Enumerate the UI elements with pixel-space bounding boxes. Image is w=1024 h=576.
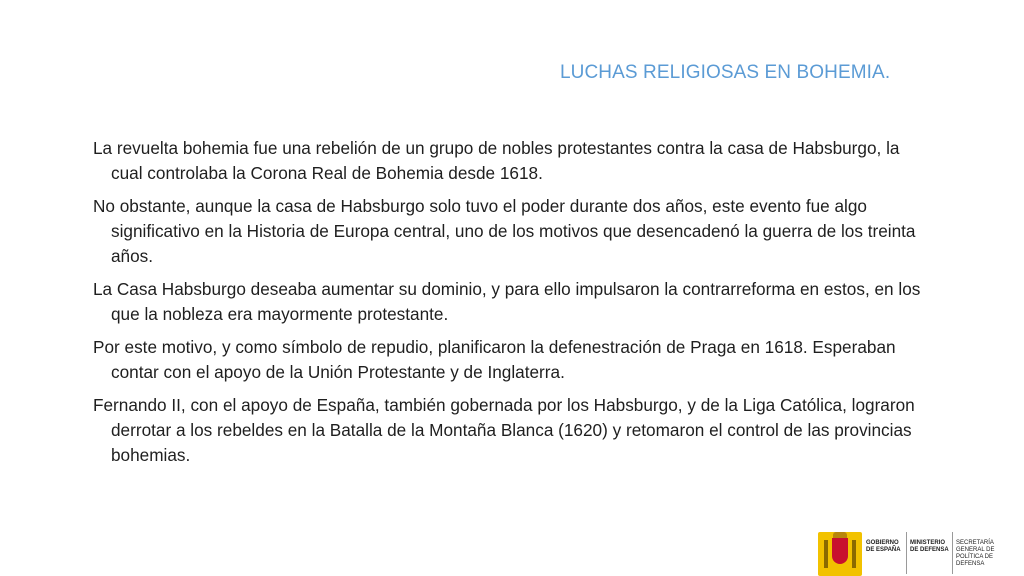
government-logo (818, 530, 1024, 576)
paragraph-3: La Casa Habsburgo deseaba aumentar su dominio, y para ello impulsaron la contrarreforma en estos, en los que la nobleza era mayormente protestante. (93, 279, 921, 324)
slide-body (93, 136, 933, 476)
slide-title: LUCHAS RELIGIOSAS EN BOHEMIA. (560, 62, 891, 83)
coat-of-arms-icon (818, 532, 862, 576)
logo-divider (952, 532, 953, 574)
ministerio-label: MINISTERIO DE DEFENSA (910, 540, 949, 553)
paragraph-1: La revuelta bohemia fue una rebelión de un grupo de nobles protestantes contra la casa de Habsburgo, la cual controlaba la Corona Real de Bohemia desde 1618. (93, 138, 900, 183)
secretaria-label: SECRETARÍA GENERAL DE POLÍTICA DE DEFENSA (956, 540, 995, 567)
paragraph-4: Por este motivo, y como símbolo de repudio, planificaron la defenestración de Praga en 1618. Esperaban contar con el apoyo de la Unión Protestante y de Inglaterra. (93, 337, 896, 382)
logo-divider (906, 532, 907, 574)
paragraph-2: No obstante, aunque la casa de Habsburgo solo tuvo el poder durante dos años, este evento fue algo significativo en la Historia de Europa central, uno de los motivos que desencadenó la guerra de los treinta años. (93, 196, 916, 266)
paragraph-5: Fernando II, con el apoyo de España, también gobernada por los Habsburgo, y de la Liga Católica, lograron derrotar a los rebeldes en la Batalla de la Montaña Blanca (1620) y retomaron el control de las provincias bohemias. (93, 395, 915, 465)
gobierno-label: GOBIERNO DE ESPAÑA (866, 540, 901, 553)
